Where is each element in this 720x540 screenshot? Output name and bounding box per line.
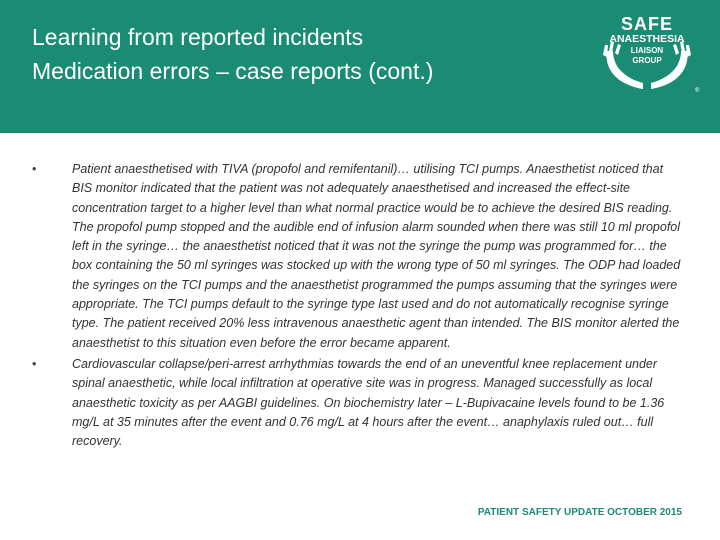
logo-text-anaesthesia: ANAESTHESIA: [609, 33, 685, 45]
footer-label: PATIENT SAFETY UPDATE OCTOBER 2015: [477, 507, 682, 518]
header-banner: [0, 0, 720, 133]
bullet-item-cardiovascular: [32, 355, 682, 451]
logo-text-group: GROUP: [632, 56, 662, 65]
slide-title: [32, 20, 433, 88]
bullet-marker: •: [32, 356, 37, 371]
title-line-2: Medication errors – case reports (cont.): [32, 58, 434, 84]
bullet-text-tiva: Patient anaesthetised with TIVA (propofol and remifentanil)… utilising TCI pumps. Anaesthetist noticed that BIS monitor indicated that the patient was not adequately anaesthetised and increased the effect-site concentration target to a higher level than what normal practice would be to achieve the desired BIS reading. The propofol pump stopped and the audible end of infusion alarm sounded when there was still 10 ml propofol left in the syringe… the anaesthetist noticed that it was not the syringe the pump was programmed for… the box containing the 50 ml syringes was stocked up with the wrong type of 50 ml syringes. The ODP had loaded the syringes on the TCI pumps and the anaesthetist programmed the pumps assuming that the syringes were appropriate. The TCI pumps default to the syringe type last used and do not automatically recognise syringe type. The patient received 20% less intravenous anaesthetic agent than intended. The BIS monitor alerted the anaesthetist to this situation even before the error became apparent.: [72, 162, 681, 350]
safe-anaesthesia-logo: [591, 15, 703, 95]
bullet-item-tiva: [32, 160, 682, 353]
bullet-list: [32, 160, 682, 451]
logo-text-safe: SAFE: [620, 14, 673, 34]
registered-mark: ®: [695, 88, 700, 94]
logo-text-liaison: LIAISON: [630, 46, 664, 55]
bullet-marker: •: [32, 162, 37, 176]
title-line-1: Learning from reported incidents: [32, 24, 364, 50]
bullet-text-cardiovascular: Cardiovascular collapse/peri-arrest arrhythmias towards the end of an uneventful knee replacement under spinal anaesthetic, while local infiltration at operative site was in progress. Managed successfully as local anaesthetic toxicity as per AAGBI guidelines. On biochemistry later – L-Bupivacaine levels found to be 1.36 mg/L at 35 minutes after the event and 0.76 mg/L at 4 hours after the event… anaphylaxis ruled out… full recovery.: [72, 356, 665, 449]
